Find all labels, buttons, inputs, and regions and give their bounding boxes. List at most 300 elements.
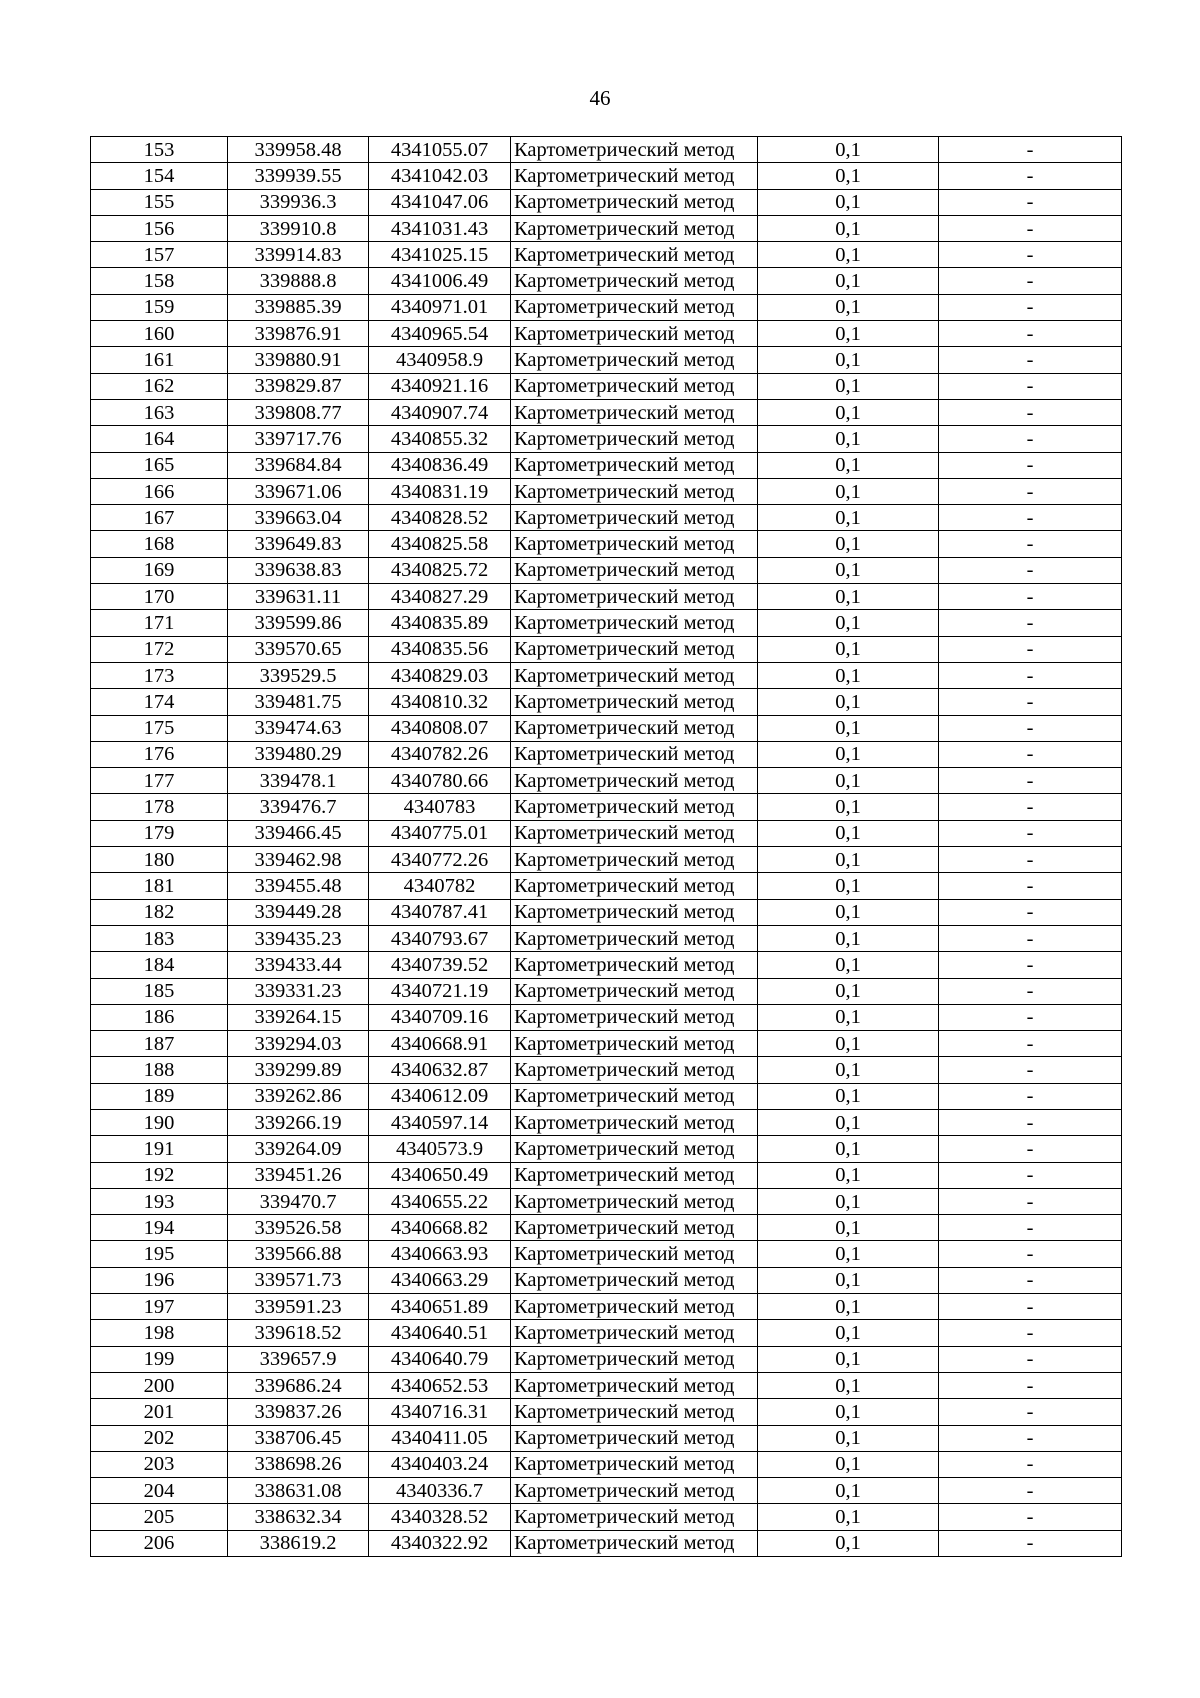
method-cell: Картометрический метод [511,1004,758,1030]
accuracy-cell: 0,1 [758,794,939,820]
method-cell: Картометрический метод [511,373,758,399]
table-row [91,978,1122,1004]
y-coordinate-cell: 4340739.52 [369,952,511,978]
accuracy-cell: 0,1 [758,1162,939,1188]
accuracy-cell: 0,1 [758,1294,939,1320]
accuracy-cell: 0,1 [758,1425,939,1451]
table-row [91,321,1122,347]
y-coordinate-cell: 4341055.07 [369,137,511,163]
method-cell: Картометрический метод [511,531,758,557]
method-cell: Картометрический метод [511,847,758,873]
y-coordinate-cell: 4340663.29 [369,1267,511,1293]
y-coordinate-cell: 4340782.26 [369,741,511,767]
x-coordinate-cell: 339717.76 [228,426,369,452]
method-cell: Картометрический метод [511,741,758,767]
description-cell: - [939,163,1122,189]
point-number-cell: 173 [91,662,228,688]
point-number-cell: 161 [91,347,228,373]
description-cell: - [939,1267,1122,1293]
y-coordinate-cell: 4340775.01 [369,820,511,846]
table-row [91,1504,1122,1530]
description-cell: - [939,1215,1122,1241]
point-number-cell: 156 [91,215,228,241]
description-cell: - [939,268,1122,294]
y-coordinate-cell: 4341025.15 [369,242,511,268]
description-cell: - [939,610,1122,636]
x-coordinate-cell: 339591.23 [228,1294,369,1320]
description-cell: - [939,1478,1122,1504]
point-number-cell: 162 [91,373,228,399]
method-cell: Картометрический метод [511,1372,758,1398]
point-number-cell: 201 [91,1399,228,1425]
table-row [91,610,1122,636]
table-row [91,215,1122,241]
description-cell: - [939,531,1122,557]
y-coordinate-cell: 4340652.53 [369,1372,511,1398]
accuracy-cell: 0,1 [758,1031,939,1057]
y-coordinate-cell: 4340971.01 [369,294,511,320]
point-number-cell: 176 [91,741,228,767]
table-row [91,768,1122,794]
method-cell: Картометрический метод [511,1425,758,1451]
method-cell: Картометрический метод [511,1294,758,1320]
x-coordinate-cell: 339566.88 [228,1241,369,1267]
x-coordinate-cell: 339299.89 [228,1057,369,1083]
description-cell: - [939,294,1122,320]
accuracy-cell: 0,1 [758,1215,939,1241]
x-coordinate-cell: 338698.26 [228,1451,369,1477]
description-cell: - [939,715,1122,741]
description-cell: - [939,584,1122,610]
x-coordinate-cell: 339526.58 [228,1215,369,1241]
accuracy-cell: 0,1 [758,1004,939,1030]
x-coordinate-cell: 339462.98 [228,847,369,873]
accuracy-cell: 0,1 [758,1267,939,1293]
x-coordinate-cell: 338706.45 [228,1425,369,1451]
y-coordinate-cell: 4340828.52 [369,505,511,531]
method-cell: Картометрический метод [511,1215,758,1241]
method-cell: Картометрический метод [511,1451,758,1477]
table-row [91,1241,1122,1267]
description-cell: - [939,689,1122,715]
point-number-cell: 174 [91,689,228,715]
table-row [91,1530,1122,1556]
x-coordinate-cell: 339264.09 [228,1136,369,1162]
accuracy-cell: 0,1 [758,1399,939,1425]
table-row [91,1425,1122,1451]
table-row [91,584,1122,610]
y-coordinate-cell: 4340668.91 [369,1031,511,1057]
description-cell: - [939,1136,1122,1162]
table-row [91,505,1122,531]
method-cell: Картометрический метод [511,899,758,925]
method-cell: Картометрический метод [511,347,758,373]
description-cell: - [939,1320,1122,1346]
y-coordinate-cell: 4340958.9 [369,347,511,373]
x-coordinate-cell: 339331.23 [228,978,369,1004]
description-cell: - [939,1188,1122,1214]
point-number-cell: 203 [91,1451,228,1477]
method-cell: Картометрический метод [511,557,758,583]
accuracy-cell: 0,1 [758,426,939,452]
description-cell: - [939,1346,1122,1372]
description-cell: - [939,1504,1122,1530]
accuracy-cell: 0,1 [758,557,939,583]
point-number-cell: 167 [91,505,228,531]
point-number-cell: 159 [91,294,228,320]
y-coordinate-cell: 4340808.07 [369,715,511,741]
description-cell: - [939,189,1122,215]
point-number-cell: 172 [91,636,228,662]
point-number-cell: 202 [91,1425,228,1451]
point-number-cell: 163 [91,399,228,425]
description-cell: - [939,1057,1122,1083]
accuracy-cell: 0,1 [758,1188,939,1214]
method-cell: Картометрический метод [511,662,758,688]
accuracy-cell: 0,1 [758,741,939,767]
point-number-cell: 168 [91,531,228,557]
y-coordinate-cell: 4340836.49 [369,452,511,478]
point-number-cell: 195 [91,1241,228,1267]
y-coordinate-cell: 4340709.16 [369,1004,511,1030]
x-coordinate-cell: 339837.26 [228,1399,369,1425]
table-row [91,399,1122,425]
x-coordinate-cell: 339829.87 [228,373,369,399]
y-coordinate-cell: 4340655.22 [369,1188,511,1214]
method-cell: Картометрический метод [511,1057,758,1083]
point-number-cell: 186 [91,1004,228,1030]
x-coordinate-cell: 339264.15 [228,1004,369,1030]
table-row [91,820,1122,846]
accuracy-cell: 0,1 [758,820,939,846]
description-cell: - [939,1109,1122,1135]
table-row [91,847,1122,873]
x-coordinate-cell: 338619.2 [228,1530,369,1556]
description-cell: - [939,1451,1122,1477]
method-cell: Картометрический метод [511,820,758,846]
description-cell: - [939,847,1122,873]
point-number-cell: 179 [91,820,228,846]
description-cell: - [939,925,1122,951]
accuracy-cell: 0,1 [758,1346,939,1372]
x-coordinate-cell: 339649.83 [228,531,369,557]
accuracy-cell: 0,1 [758,978,939,1004]
description-cell: - [939,505,1122,531]
method-cell: Картометрический метод [511,610,758,636]
accuracy-cell: 0,1 [758,242,939,268]
point-number-cell: 158 [91,268,228,294]
point-number-cell: 188 [91,1057,228,1083]
description-cell: - [939,347,1122,373]
y-coordinate-cell: 4340827.29 [369,584,511,610]
x-coordinate-cell: 339451.26 [228,1162,369,1188]
x-coordinate-cell: 338632.34 [228,1504,369,1530]
accuracy-cell: 0,1 [758,505,939,531]
accuracy-cell: 0,1 [758,1057,939,1083]
x-coordinate-cell: 339686.24 [228,1372,369,1398]
accuracy-cell: 0,1 [758,373,939,399]
method-cell: Картометрический метод [511,689,758,715]
description-cell: - [939,1294,1122,1320]
x-coordinate-cell: 339478.1 [228,768,369,794]
accuracy-cell: 0,1 [758,1451,939,1477]
x-coordinate-cell: 339599.86 [228,610,369,636]
description-cell: - [939,873,1122,899]
point-number-cell: 177 [91,768,228,794]
x-coordinate-cell: 339638.83 [228,557,369,583]
y-coordinate-cell: 4340907.74 [369,399,511,425]
table-row [91,1136,1122,1162]
description-cell: - [939,399,1122,425]
x-coordinate-cell: 339466.45 [228,820,369,846]
method-cell: Картометрический метод [511,794,758,820]
description-cell: - [939,321,1122,347]
x-coordinate-cell: 339808.77 [228,399,369,425]
method-cell: Картометрический метод [511,215,758,241]
y-coordinate-cell: 4340965.54 [369,321,511,347]
accuracy-cell: 0,1 [758,1478,939,1504]
table-row [91,1083,1122,1109]
accuracy-cell: 0,1 [758,925,939,951]
description-cell: - [939,242,1122,268]
method-cell: Картометрический метод [511,163,758,189]
method-cell: Картометрический метод [511,321,758,347]
y-coordinate-cell: 4340403.24 [369,1451,511,1477]
y-coordinate-cell: 4340640.79 [369,1346,511,1372]
accuracy-cell: 0,1 [758,1530,939,1556]
point-number-cell: 153 [91,137,228,163]
x-coordinate-cell: 339671.06 [228,478,369,504]
y-coordinate-cell: 4340825.72 [369,557,511,583]
point-number-cell: 178 [91,794,228,820]
method-cell: Картометрический метод [511,294,758,320]
description-cell: - [939,794,1122,820]
x-coordinate-cell: 339476.7 [228,794,369,820]
table-row [91,557,1122,583]
x-coordinate-cell: 339631.11 [228,584,369,610]
method-cell: Картометрический метод [511,137,758,163]
x-coordinate-cell: 339529.5 [228,662,369,688]
coordinates-table-body [91,137,1122,1557]
x-coordinate-cell: 339939.55 [228,163,369,189]
point-number-cell: 197 [91,1294,228,1320]
table-row [91,268,1122,294]
x-coordinate-cell: 339958.48 [228,137,369,163]
table-row [91,873,1122,899]
x-coordinate-cell: 339657.9 [228,1346,369,1372]
description-cell: - [939,137,1122,163]
accuracy-cell: 0,1 [758,636,939,662]
accuracy-cell: 0,1 [758,189,939,215]
table-row [91,1399,1122,1425]
method-cell: Картометрический метод [511,768,758,794]
x-coordinate-cell: 339876.91 [228,321,369,347]
accuracy-cell: 0,1 [758,1109,939,1135]
table-row [91,662,1122,688]
accuracy-cell: 0,1 [758,1372,939,1398]
point-number-cell: 169 [91,557,228,583]
method-cell: Картометрический метод [511,1267,758,1293]
y-coordinate-cell: 4340780.66 [369,768,511,794]
method-cell: Картометрический метод [511,1162,758,1188]
table-row [91,1004,1122,1030]
y-coordinate-cell: 4340663.93 [369,1241,511,1267]
method-cell: Картометрический метод [511,715,758,741]
x-coordinate-cell: 339571.73 [228,1267,369,1293]
table-row [91,1162,1122,1188]
y-coordinate-cell: 4341047.06 [369,189,511,215]
table-row [91,1031,1122,1057]
table-row [91,1346,1122,1372]
description-cell: - [939,557,1122,583]
method-cell: Картометрический метод [511,1136,758,1162]
y-coordinate-cell: 4340336.7 [369,1478,511,1504]
accuracy-cell: 0,1 [758,768,939,794]
point-number-cell: 155 [91,189,228,215]
y-coordinate-cell: 4340835.89 [369,610,511,636]
x-coordinate-cell: 339663.04 [228,505,369,531]
method-cell: Картометрический метод [511,452,758,478]
table-row [91,1057,1122,1083]
table-row [91,952,1122,978]
point-number-cell: 166 [91,478,228,504]
table-row [91,1188,1122,1214]
table-row [91,189,1122,215]
x-coordinate-cell: 339910.8 [228,215,369,241]
description-cell: - [939,952,1122,978]
method-cell: Картометрический метод [511,584,758,610]
accuracy-cell: 0,1 [758,347,939,373]
method-cell: Картометрический метод [511,1399,758,1425]
y-coordinate-cell: 4340793.67 [369,925,511,951]
accuracy-cell: 0,1 [758,1504,939,1530]
table-row [91,794,1122,820]
point-number-cell: 190 [91,1109,228,1135]
table-row [91,1267,1122,1293]
point-number-cell: 175 [91,715,228,741]
accuracy-cell: 0,1 [758,163,939,189]
point-number-cell: 183 [91,925,228,951]
table-row [91,294,1122,320]
x-coordinate-cell: 339294.03 [228,1031,369,1057]
y-coordinate-cell: 4340783 [369,794,511,820]
y-coordinate-cell: 4340921.16 [369,373,511,399]
table-row [91,373,1122,399]
accuracy-cell: 0,1 [758,610,939,636]
y-coordinate-cell: 4340855.32 [369,426,511,452]
description-cell: - [939,1530,1122,1556]
point-number-cell: 170 [91,584,228,610]
x-coordinate-cell: 339914.83 [228,242,369,268]
x-coordinate-cell: 339262.86 [228,1083,369,1109]
point-number-cell: 199 [91,1346,228,1372]
y-coordinate-cell: 4341031.43 [369,215,511,241]
point-number-cell: 157 [91,242,228,268]
x-coordinate-cell: 339266.19 [228,1109,369,1135]
point-number-cell: 171 [91,610,228,636]
table-row [91,1320,1122,1346]
table-row [91,452,1122,478]
method-cell: Картометрический метод [511,1504,758,1530]
table-row [91,899,1122,925]
accuracy-cell: 0,1 [758,847,939,873]
description-cell: - [939,452,1122,478]
y-coordinate-cell: 4340640.51 [369,1320,511,1346]
description-cell: - [939,978,1122,1004]
method-cell: Картометрический метод [511,1109,758,1135]
point-number-cell: 205 [91,1504,228,1530]
method-cell: Картометрический метод [511,1083,758,1109]
y-coordinate-cell: 4340831.19 [369,478,511,504]
accuracy-cell: 0,1 [758,873,939,899]
accuracy-cell: 0,1 [758,531,939,557]
y-coordinate-cell: 4340829.03 [369,662,511,688]
point-number-cell: 200 [91,1372,228,1398]
point-number-cell: 184 [91,952,228,978]
x-coordinate-cell: 339435.23 [228,925,369,951]
description-cell: - [939,741,1122,767]
point-number-cell: 198 [91,1320,228,1346]
method-cell: Картометрический метод [511,925,758,951]
method-cell: Картометрический метод [511,873,758,899]
y-coordinate-cell: 4340772.26 [369,847,511,873]
point-number-cell: 180 [91,847,228,873]
y-coordinate-cell: 4340810.32 [369,689,511,715]
method-cell: Картометрический метод [511,426,758,452]
accuracy-cell: 0,1 [758,268,939,294]
x-coordinate-cell: 339455.48 [228,873,369,899]
coordinates-table [90,136,1122,1557]
table-row [91,1215,1122,1241]
point-number-cell: 204 [91,1478,228,1504]
y-coordinate-cell: 4341042.03 [369,163,511,189]
table-row [91,426,1122,452]
y-coordinate-cell: 4340632.87 [369,1057,511,1083]
x-coordinate-cell: 339433.44 [228,952,369,978]
x-coordinate-cell: 339888.8 [228,268,369,294]
accuracy-cell: 0,1 [758,1241,939,1267]
accuracy-cell: 0,1 [758,1083,939,1109]
description-cell: - [939,1372,1122,1398]
table-row [91,925,1122,951]
description-cell: - [939,478,1122,504]
y-coordinate-cell: 4340716.31 [369,1399,511,1425]
description-cell: - [939,1399,1122,1425]
table-row [91,1451,1122,1477]
point-number-cell: 160 [91,321,228,347]
x-coordinate-cell: 339880.91 [228,347,369,373]
y-coordinate-cell: 4340322.92 [369,1530,511,1556]
point-number-cell: 192 [91,1162,228,1188]
method-cell: Картометрический метод [511,1530,758,1556]
method-cell: Картометрический метод [511,189,758,215]
description-cell: - [939,1083,1122,1109]
point-number-cell: 154 [91,163,228,189]
description-cell: - [939,899,1122,925]
method-cell: Картометрический метод [511,399,758,425]
description-cell: - [939,373,1122,399]
method-cell: Картометрический метод [511,1031,758,1057]
y-coordinate-cell: 4340411.05 [369,1425,511,1451]
point-number-cell: 182 [91,899,228,925]
accuracy-cell: 0,1 [758,452,939,478]
point-number-cell: 165 [91,452,228,478]
table-row [91,1109,1122,1135]
description-cell: - [939,768,1122,794]
accuracy-cell: 0,1 [758,399,939,425]
x-coordinate-cell: 338631.08 [228,1478,369,1504]
point-number-cell: 189 [91,1083,228,1109]
